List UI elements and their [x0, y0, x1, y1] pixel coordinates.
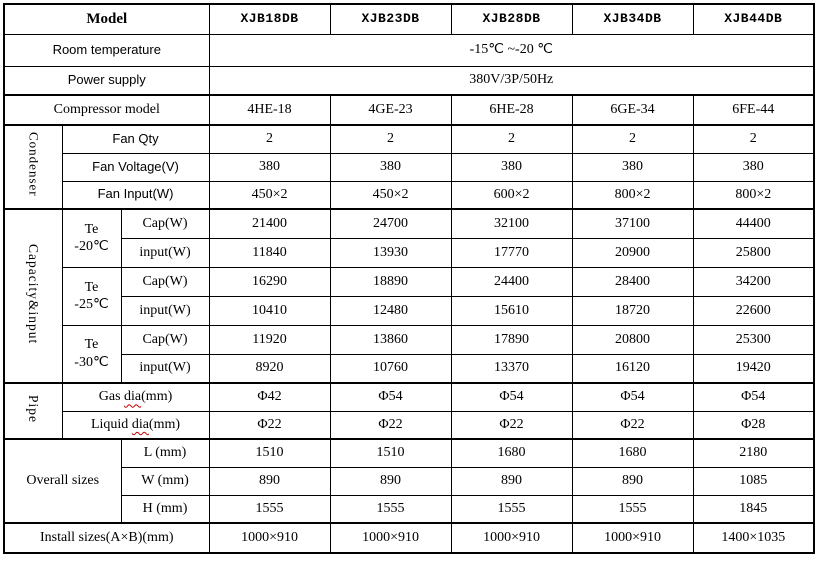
- fan-voltage-row: [4, 153, 814, 181]
- fan-voltage-value: 380: [330, 153, 451, 181]
- input-value: 19420: [693, 354, 814, 383]
- gas-dia-value: Φ54: [451, 383, 572, 411]
- cap-20-row: [4, 209, 814, 238]
- te-temp: -20℃: [74, 239, 109, 255]
- fan-input-value: 800×2: [693, 181, 814, 209]
- install-value: 1400×1035: [693, 523, 814, 553]
- model-name-cell: XJB23DB: [330, 4, 451, 34]
- input-30-row: [4, 354, 814, 383]
- model-name-cell: XJB18DB: [209, 4, 330, 34]
- liquid-dia-value: Φ22: [209, 411, 330, 439]
- gas-dia-value: Φ54: [693, 383, 814, 411]
- fan-voltage-value: 380: [572, 153, 693, 181]
- install-value: 1000×910: [209, 523, 330, 553]
- condenser-section-label: [4, 125, 62, 209]
- te-minus30-cell: [62, 325, 121, 383]
- fan-voltage-value: 380: [693, 153, 814, 181]
- gas-dia-value: Φ54: [330, 383, 451, 411]
- fan-qty-value: 2: [572, 125, 693, 153]
- fan-input-value: 600×2: [451, 181, 572, 209]
- fan-input-value: 450×2: [209, 181, 330, 209]
- input-value: 11840: [209, 238, 330, 267]
- height-value: 1555: [572, 495, 693, 523]
- model-row: [4, 4, 814, 34]
- te-minus25-cell: [62, 267, 121, 325]
- cap-value: 21400: [209, 209, 330, 238]
- input-value: 10410: [209, 296, 330, 325]
- input-label: input(W): [121, 354, 209, 383]
- pipe-section-label: [4, 383, 62, 439]
- compressor-row: [4, 95, 814, 125]
- cap-value: 28400: [572, 267, 693, 296]
- fan-qty-label: Fan Qty: [62, 125, 209, 153]
- width-value: 890: [330, 467, 451, 495]
- width-label: W (mm): [121, 467, 209, 495]
- height-row: [4, 495, 814, 523]
- compressor-value: 6FE-44: [693, 95, 814, 125]
- length-value: 1680: [572, 439, 693, 467]
- cap-value: 20800: [572, 325, 693, 354]
- install-value: 1000×910: [451, 523, 572, 553]
- input-20-row: [4, 238, 814, 267]
- width-value: 890: [209, 467, 330, 495]
- height-value: 1555: [451, 495, 572, 523]
- gas-dia-row: [4, 383, 814, 411]
- input-value: 18720: [572, 296, 693, 325]
- width-row: [4, 467, 814, 495]
- te-label: Te: [84, 337, 99, 353]
- model-name-cell: XJB34DB: [572, 4, 693, 34]
- input-label: input(W): [121, 238, 209, 267]
- input-value: 17770: [451, 238, 572, 267]
- install-value: 1000×910: [572, 523, 693, 553]
- te-minus20-cell: [62, 209, 121, 267]
- input-value: 20900: [572, 238, 693, 267]
- room-temperature-label: Room temperature: [4, 34, 209, 66]
- model-name-cell: XJB44DB: [693, 4, 814, 34]
- cap-25-row: [4, 267, 814, 296]
- te-temp: -30℃: [74, 354, 109, 370]
- length-value: 1510: [209, 439, 330, 467]
- compressor-value: 6HE-28: [451, 95, 572, 125]
- input-25-row: [4, 296, 814, 325]
- length-value: 1510: [330, 439, 451, 467]
- cap-value: 44400: [693, 209, 814, 238]
- length-row: [4, 439, 814, 467]
- fan-input-value: 800×2: [572, 181, 693, 209]
- fan-input-label: Fan Input(W): [62, 181, 209, 209]
- liquid-dia-value: Φ22: [572, 411, 693, 439]
- cap-label: Cap(W): [121, 325, 209, 354]
- cap-value: 17890: [451, 325, 572, 354]
- cap-value: 18890: [330, 267, 451, 296]
- liquid-dia-row: [4, 411, 814, 439]
- fan-input-value: 450×2: [330, 181, 451, 209]
- fan-voltage-value: 380: [451, 153, 572, 181]
- compressor-label: Compressor model: [4, 95, 209, 125]
- fan-qty-value: 2: [330, 125, 451, 153]
- liquid-dia-label: [62, 411, 209, 439]
- power-supply-value: 380V/3P/50Hz: [209, 66, 814, 95]
- fan-input-row: [4, 181, 814, 209]
- install-row: [4, 523, 814, 553]
- capacity-section-label: [4, 209, 62, 383]
- spec-table: [3, 3, 815, 554]
- cap-value: 11920: [209, 325, 330, 354]
- input-value: 22600: [693, 296, 814, 325]
- fan-voltage-value: 380: [209, 153, 330, 181]
- condenser-vertical-text: Condenser: [26, 132, 42, 197]
- room-temperature-value: -15℃ ~-20 ℃: [209, 34, 814, 66]
- liquid-dia-word: dia: [131, 416, 149, 432]
- cap-value: 24700: [330, 209, 451, 238]
- gas-dia-word: dia: [124, 389, 142, 405]
- te-label: Te: [84, 279, 99, 295]
- input-value: 8920: [209, 354, 330, 383]
- cap-value: 34200: [693, 267, 814, 296]
- power-supply-label: Power supply: [4, 66, 209, 95]
- width-value: 1085: [693, 467, 814, 495]
- cap-value: 25300: [693, 325, 814, 354]
- liquid-dia-value: Φ28: [693, 411, 814, 439]
- cap-label: Cap(W): [121, 267, 209, 296]
- install-value: 1000×910: [330, 523, 451, 553]
- cap-30-row: [4, 325, 814, 354]
- input-value: 12480: [330, 296, 451, 325]
- input-value: 13930: [330, 238, 451, 267]
- install-label: Install sizes(A×B)(mm): [4, 523, 209, 553]
- width-value: 890: [451, 467, 572, 495]
- fan-qty-value: 2: [451, 125, 572, 153]
- height-value: 1555: [209, 495, 330, 523]
- liquid-dia-value: Φ22: [451, 411, 572, 439]
- gas-dia-label: [62, 383, 209, 411]
- height-value: 1555: [330, 495, 451, 523]
- fan-qty-row: [4, 125, 814, 153]
- liquid-dia-suffix: (mm): [148, 416, 181, 432]
- te-temp: -25℃: [74, 297, 109, 312]
- input-label: input(W): [121, 296, 209, 325]
- capacity-vertical-text: Capacity&input: [25, 243, 41, 344]
- cap-value: 37100: [572, 209, 693, 238]
- compressor-value: 6GE-34: [572, 95, 693, 125]
- overall-sizes-label: Overall sizes: [4, 439, 121, 523]
- room-temperature-row: [4, 34, 814, 66]
- power-supply-row: [4, 66, 814, 95]
- compressor-value: 4GE-23: [330, 95, 451, 125]
- cap-value: 13860: [330, 325, 451, 354]
- input-value: 25800: [693, 238, 814, 267]
- cap-label: Cap(W): [121, 209, 209, 238]
- input-value: 10760: [330, 354, 451, 383]
- gas-dia-suffix: (mm): [141, 389, 173, 405]
- gas-dia-value: Φ42: [209, 383, 330, 411]
- cap-value: 16290: [209, 267, 330, 296]
- fan-qty-value: 2: [209, 125, 330, 153]
- te-label: Te: [84, 221, 99, 237]
- liquid-dia-value: Φ22: [330, 411, 451, 439]
- width-value: 890: [572, 467, 693, 495]
- height-value: 1845: [693, 495, 814, 523]
- cap-value: 32100: [451, 209, 572, 238]
- fan-voltage-label: Fan Voltage(V): [62, 153, 209, 181]
- cap-value: 24400: [451, 267, 572, 296]
- length-value: 2180: [693, 439, 814, 467]
- compressor-value: 4HE-18: [209, 95, 330, 125]
- pipe-vertical-text: Pipe: [25, 394, 41, 423]
- height-label: H (mm): [121, 495, 209, 523]
- fan-qty-value: 2: [693, 125, 814, 153]
- input-value: 13370: [451, 354, 572, 383]
- length-value: 1680: [451, 439, 572, 467]
- length-label: L (mm): [121, 439, 209, 467]
- input-value: 15610: [451, 296, 572, 325]
- gas-dia-value: Φ54: [572, 383, 693, 411]
- model-label: Model: [4, 4, 209, 34]
- model-name-cell: XJB28DB: [451, 4, 572, 34]
- gas-dia-prefix: Gas: [98, 389, 125, 405]
- liquid-dia-prefix: Liquid: [90, 416, 132, 432]
- input-value: 16120: [572, 354, 693, 383]
